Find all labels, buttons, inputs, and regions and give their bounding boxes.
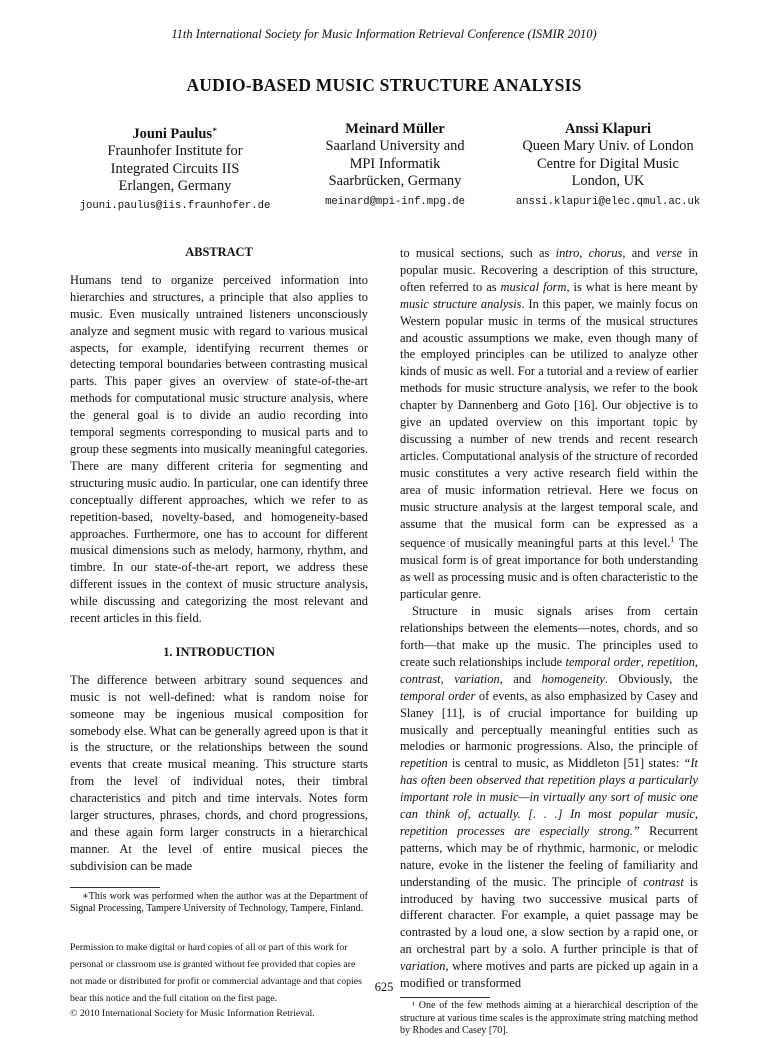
footnote-1: ¹ One of the few methods aiming at a hierarchical description of the structure at various time scales is the approximate string matching method by Rhodes and Casey [70]. — [400, 1000, 698, 1036]
author-name: Anssi Klapuri — [565, 121, 651, 137]
author-email: anssi.klapuri@elec.qmul.ac.uk — [515, 195, 701, 208]
body-paragraph: Structure in music signals arises from certain relationships between the elements—notes, chords, and so forth—that make up the music. The principles used to create such relationships include temporal order, repetition, contrast, variation, and homogeneity. Obviously, the temporal order of events, as also emphasized by Casey and Slaney [11], is of crucial importance for building up musically and perceptually meaningful entities such as melodies or harmonic progressions. Also, the principle of repetition is central to music, as Middleton [51] states: “It has often been observed that repetition plays a particularly important role in music—in virtually any sort of music one can think of, actually. [. . .] In most popular music, repetition processes are especially strong.” Recurrent patterns, which may be of rhythmic, harmonic, or melodic nature, evoke in the listener the feeling of familiarity and understanding of the music. The principle of contrast is introduced by having two successive musical parts of different character. For example, a quiet passage may be contrasted by a loud one, a slow section by a rapid one, or an orchestral part by a solo. A further principle is that of variation, where motives and parts are picked up again in a modified or transformed — [400, 604, 699, 991]
abstract-text: Humans tend to organize perceived information into hierarchies and structures, a principle that also applies to music. Even musically untrained listeners unconsciously analyze and segment music with regard to various musical aspects, for example, identifying recurrent themes or detecting temporal boundaries between contrasting musical parts. This paper gives an overview of state-of-the-art methods for computational music structure analysis, where the general goal is to divide an audio recording into temporal segments corresponding to musical parts and to group these segments into musically meaningful categories. There are many different criteria for segmenting and structuring music audio. In particular, one can identify three conceptually different approaches, which we refer to as repetition-based, novelty-based, and homogeneity-based approaches. Furthermore, one has to account for different musical dimensions such as melody, harmony, rhythm, and timbre. In our state-of-the-art report, we address these different issues in the context of music structure analysis, while discussing and categorizing the most relevant and recent articles in this field. — [70, 272, 368, 626]
author-name: Jouni Paulus∗ — [132, 125, 218, 142]
author-block-1 — [75, 121, 275, 216]
author-block-3 — [498, 121, 718, 211]
paper-title: AUDIO-BASED MUSIC STRUCTURE ANALYSIS — [186, 75, 582, 95]
author-location: London, UK — [571, 173, 645, 190]
body-paragraph: to musical sections, such as intro, chorus, and verse in popular music. Recovering a description of this structure, often referred to as musical form, is what is here meant by music structure analysis. In this paper, we mainly focus on Western popular music in terms of the musical structures and acoustic assumptions we make, even though many of the employed principles can be utilized to analyze other kinds of music as well. For a tutorial and a review of earlier methods for music structure analysis, we refer to the book chapter by Dannenberg and Goto [16]. Our objective is to give an updated overview on this important topic by discussing a number of new trends and recent research articles. Computational analysis of the structure of recorded music constitutes a very active research field within the area of music information retrieval. Here we focus on music structure analysis at the largest temporal scale, and assume that the musical form can be expressed as a sequence of musically meaningful parts at this level.$^1$ The musical form is of great importance for both understanding as well as processing music and is often characteristic to the particular genre. — [400, 246, 699, 602]
footnote-marker: 1 — [670, 535, 675, 545]
author-location: Erlangen, Germany — [118, 178, 232, 195]
footnote-rule — [70, 887, 160, 888]
author-affiliation: Fraunhofer Institute for — [107, 143, 243, 160]
author-affiliation: MPI Informatik — [349, 155, 441, 172]
author-footnote: ∗This work was performed when the author was at the Department of Signal Processing, Tampere University of Technology, Tampere, Finland. — [70, 890, 368, 915]
author-location: Saarbrücken, Germany — [328, 173, 462, 190]
intro-paragraph: The difference between arbitrary sound sequences and music is not well-defined: what is random noise for someone may be ingenious musical composition for somebody else. What can be generally agreed upon is that it is the structure, or the relationships between the sound events that create musical meaning. This structure starts from the level of individual notes, their timbral characteristics and pitch and time intervals. Notes form larger structures, phrases, chords, and chord progressions, and these again form larger constructs in a hierarchical manner. At the level of entire musical pieces the subdivision can be made — [70, 672, 368, 873]
page-number: 625 — [374, 980, 394, 994]
author-name: Meinard Müller — [345, 121, 445, 137]
author-affiliation: Centre for Digital Music — [537, 155, 679, 172]
author-affiliation: Queen Mary Univ. of London — [522, 138, 694, 155]
copyright-notice: © 2010 International Society for Music Information Retrieval. — [70, 1007, 315, 1019]
author-email: meinard@mpi-inf.mpg.de — [325, 195, 465, 208]
right-column — [400, 245, 698, 1038]
author-affiliation: Saarland University and — [325, 138, 465, 155]
abstract-heading: ABSTRACT — [185, 245, 253, 259]
author-email: jouni.paulus@iis.fraunhofer.de — [79, 200, 271, 213]
author-block-2 — [295, 121, 495, 211]
section-heading-introduction: 1. INTRODUCTION — [163, 644, 275, 659]
author-affiliation: Integrated Circuits IIS — [110, 160, 240, 177]
footnote-rule — [400, 997, 490, 998]
permission-notice: Permission to make digital or hard copies of all or part of this work for personal or classroom use is granted without fee provided that copies are not made or distributed for profit or commercial advantage and that copies bear this notice and the full citation on the first page. — [70, 941, 362, 1004]
left-column — [70, 244, 368, 1020]
running-header: 11th International Society for Music Information Retrieval Conference (ISMIR 2010) — [171, 27, 597, 41]
